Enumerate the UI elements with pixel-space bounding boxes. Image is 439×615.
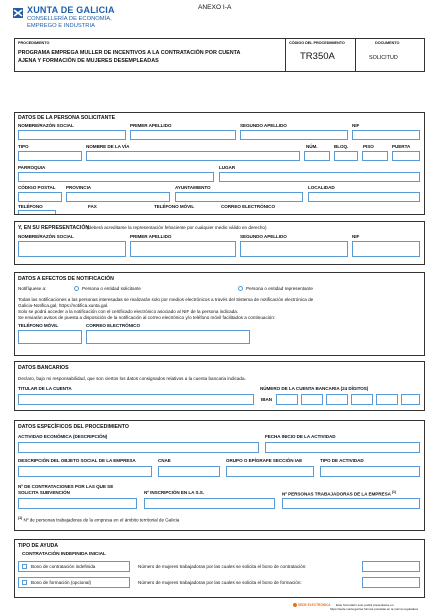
contract-bonus-count-label: Número de mujeres trabajadoras por las cuales se solicita el bono de contratación: (138, 564, 307, 569)
aid-subtitle: CONTRATACIÓN INDEFINIDA INICIAL (22, 552, 106, 557)
bank-title: DATOS BANCARIOS (18, 365, 69, 371)
rep-name-label: NOMBRE/RAZÓN SOCIAL (18, 234, 74, 239)
locality-label: LOCALIDAD (308, 185, 335, 190)
procedure-code-label: CÓDIGO DEL PROCEDIMIENTO (289, 41, 345, 45)
notification-text-3: Solo se podrá acceder a la notificación con el certificado electrónico asociado al NIF de la persona indicada. (18, 309, 239, 314)
rep-name-field[interactable] (18, 241, 126, 257)
footnote-text: Nº de personas trabajadoras de la empresa en el ámbito territorial de Galicia (23, 517, 180, 523)
iban-field-3[interactable] (326, 394, 348, 405)
iae-group-field[interactable] (226, 466, 314, 477)
training-bonus-count-field[interactable] (362, 577, 420, 588)
footnote-mark: (1) (18, 516, 23, 520)
locality-field[interactable] (308, 192, 420, 202)
email-label: CORREO ELECTRÓNICO (221, 204, 275, 209)
rep-surname1-field[interactable] (130, 241, 236, 257)
applicant-name-label: NOMBRE/RAZÓN SOCIAL (18, 123, 74, 128)
parish-label: PARROQUIA (18, 165, 46, 170)
notification-title: DATOS A EFECTOS DE NOTIFICACIÓN (18, 276, 114, 282)
notify-applicant-label: Persona o entidad solicitante (82, 286, 141, 291)
contracts-field[interactable] (18, 498, 137, 509)
start-date-field[interactable] (265, 442, 420, 453)
applicant-surname2-label: SEGUNDO APELLIDO (240, 123, 287, 128)
applicant-name-field[interactable] (18, 130, 126, 140)
iban-field-2[interactable] (301, 394, 323, 405)
training-bonus-label: Bono de formación (opcional) (31, 580, 92, 585)
iae-group-label: GRUPO O EPÍGRAFE SECCIÓN IAE (226, 458, 303, 463)
phone-field[interactable] (18, 210, 56, 214)
applicant-title: DATOS DE LA PERSONA SOLICITANTE (18, 115, 116, 121)
province-label: PROVINCIA (66, 185, 92, 190)
phone-label: TELÉFONO (18, 204, 43, 209)
notification-text-4: Se enviarán avisos de puesta a disposición de la notificación al correo electrónico y/o teléfono móvil facilitados a continuación: (18, 315, 276, 320)
procedure-divider-1 (285, 38, 286, 72)
contracts-label-line-1: Nº DE CONTRATACIONES POR LAS QUE SE (18, 484, 114, 489)
rep-surname2-field[interactable] (240, 241, 348, 257)
procedure-title-line-2: AJENA Y FORMACIÓN DE MUJERES DESEMPLEADAS (18, 58, 159, 64)
sede-icon (293, 603, 297, 607)
document-type: SOLICITUD (369, 55, 398, 61)
account-number-label: NÚMERO DE LA CUENTA BANCARIA (24 DÍGITOS) (260, 386, 369, 391)
document-label: DOCUMENTO (375, 41, 400, 45)
representative-note: (deberá acreditarse la representación fehaciente por cualquier medio válido en derecho) (87, 225, 267, 230)
procedure-label: PROCEDIMIENTO (18, 41, 50, 45)
workers-footnote-mark: (1) (391, 490, 396, 494)
procedure-title-line-1: PROGRAMA EMPREGA MULLER DE INCENTIVOS A LA CONTRATACIÓN POR CUENTA (18, 50, 241, 56)
contract-bonus-box (18, 561, 130, 572)
rep-surname1-label: PRIMER APELLIDO (130, 234, 172, 239)
block-label: BLOQ. (334, 144, 349, 149)
contract-bonus-label: Bono de contratación indefinida (31, 564, 96, 569)
notify-email-field[interactable] (86, 330, 250, 344)
applicant-surname2-field[interactable] (240, 130, 348, 140)
fax-label: FAX (88, 204, 97, 209)
rep-surname2-label: SEGUNDO APELLIDO (240, 234, 287, 239)
floor-label: PISO (363, 144, 374, 149)
notify-email-label: CORREO ELECTRÓNICO (86, 323, 140, 328)
notify-mobile-label: TELÉFONO MÓVIL (18, 323, 59, 328)
representative-title: Y, EN SU REPRESENTACIÓN (18, 225, 90, 231)
address-type-label: TIPO (18, 144, 29, 149)
street-number-field[interactable] (304, 151, 330, 161)
notify-representative-label: Persona o entidad representante (246, 286, 313, 291)
notify-mobile-field[interactable] (18, 330, 82, 344)
applicant-nif-field[interactable] (352, 130, 420, 140)
ss-number-label: Nº INSCRIPCIÓN EN LA S.S. (144, 490, 204, 495)
account-holder-label: TITULAR DE LA CUENTA (18, 386, 72, 391)
object-field[interactable] (18, 466, 152, 477)
applicant-nif-label: NIF (352, 123, 360, 128)
activity-label: ACTIVIDAD ECONÓMICA (DESCRIPCIÓN) (18, 434, 108, 439)
activity-field[interactable] (18, 442, 259, 453)
cnae-label: CNAE (158, 458, 171, 463)
block-field[interactable] (334, 151, 358, 161)
annex-label: ANEXO I-A (198, 4, 232, 11)
ss-number-field[interactable] (144, 498, 275, 509)
workers-label (282, 491, 396, 497)
council-field[interactable] (175, 192, 303, 202)
aid-title: TIPO DE AYUDA (18, 543, 58, 549)
parish-field[interactable] (18, 172, 214, 182)
footer-text-1: Este formulario solo podrá presentarse en (336, 603, 394, 607)
workers-field[interactable] (282, 498, 420, 509)
procedure-divider-2 (355, 38, 356, 72)
workers-label-text: Nº PERSONAS TRABAJADORAS DE LA EMPRESA (282, 491, 391, 497)
door-label: PUERTA (392, 144, 411, 149)
applicant-surname1-label: PRIMER APELLIDO (130, 123, 172, 128)
org-name: XUNTA DE GALICIA (27, 5, 115, 15)
street-label: NOMBRE DE LA VÍA (86, 144, 130, 149)
postcode-label: CÓDIGO POSTAL (18, 185, 56, 190)
footnote (18, 517, 179, 523)
cnae-field[interactable] (158, 466, 220, 477)
iban-field-4[interactable] (351, 394, 373, 405)
street-number-label: NÚM. (306, 144, 318, 149)
iban-field-5[interactable] (376, 394, 398, 405)
xunta-logo (12, 6, 24, 18)
training-bonus-box (18, 577, 130, 588)
account-holder-field[interactable] (18, 394, 254, 405)
notification-text-2: Galicia-Notifica.gal, https://notifica.xunta.gal. (18, 303, 109, 308)
training-bonus-count-label: Número de mujeres trabajadoras por las cuales se solicita el bono de formación: (138, 580, 302, 585)
province-field[interactable] (66, 192, 170, 202)
floor-field[interactable] (362, 151, 388, 161)
footer-text-2: https://sede.xunta.gal las formas previstas en la norma reguladora (330, 607, 418, 611)
place-label: LUGAR (219, 165, 236, 170)
iban-field-6[interactable] (401, 394, 420, 405)
notify-to-label: Notifíquese a: (18, 286, 47, 291)
contract-bonus-count-field[interactable] (362, 561, 420, 572)
contracts-label-line-2: SOLICITA SUBVENCIÓN (18, 490, 70, 495)
bank-declaration: Declaro, bajo mi responsabilidad, que son ciertos los datos consignados relativos a la cuenta bancaria indicada. (18, 376, 246, 381)
applicant-surname1-field[interactable] (130, 130, 236, 140)
sede-label: SEDE ELECTRÓNICA (298, 603, 331, 607)
xunta-emblem-icon (12, 7, 24, 19)
postcode-field[interactable] (18, 192, 62, 202)
rep-nif-field[interactable] (352, 241, 420, 257)
iban-label: IBAN (261, 397, 273, 402)
notify-representative-radio[interactable] (238, 286, 243, 291)
address-type-field[interactable] (18, 151, 82, 161)
start-date-label: FECHA INICIO DE LA ACTIVIDAD (265, 434, 336, 439)
department-line-2: EMPREGO E INDUSTRIA (27, 23, 95, 29)
door-field[interactable] (392, 151, 420, 161)
notify-applicant-radio[interactable] (74, 286, 79, 291)
council-label: AYUNTAMIENTO (175, 185, 211, 190)
object-label: DESCRIPCIÓN DEL OBJETO SOCIAL DE LA EMPRESA (18, 458, 136, 463)
iban-field-1[interactable] (276, 394, 298, 405)
department-line-1: CONSELLERÍA DE ECONOMÍA, (27, 16, 112, 22)
specific-title: DATOS ESPECÍFICOS DEL PROCEDIMIENTO (18, 424, 129, 430)
place-field[interactable] (219, 172, 420, 182)
activity-type-label: TIPO DE ACTIVIDAD (320, 458, 364, 463)
mobile-label: TELÉFONO MÓVIL (154, 204, 195, 209)
notification-text-1: Todas las notificaciones a las personas interesadas se realizarán solo por medios electrónicos a través del Sistema de notificación electrónica de (18, 297, 314, 302)
activity-type-field[interactable] (320, 466, 420, 477)
street-field[interactable] (86, 151, 300, 161)
procedure-code: TR350A (300, 51, 335, 62)
rep-nif-label: NIF (352, 234, 360, 239)
